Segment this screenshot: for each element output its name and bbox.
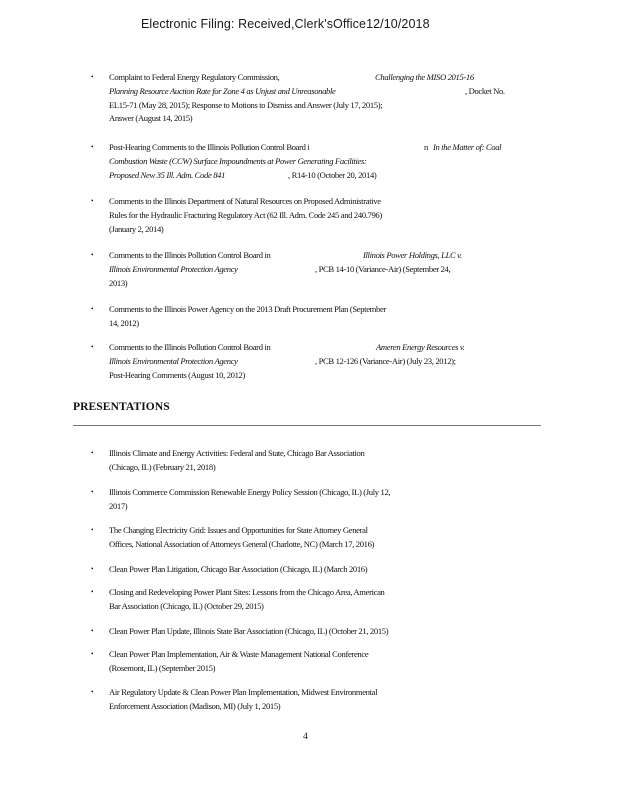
list-item-text [109,686,529,714]
text-line [109,277,529,291]
bullet-icon: • [91,73,94,81]
text-line: Bar Association (Chicago, IL) (October 29, 2015) [109,600,264,611]
text-run: (January 2, 2014) [109,223,164,234]
list-item-text [109,648,529,676]
text-line: Clean Power Plan Update, Illinois State Bar Association (Chicago, IL) (October 21, 2015) [109,626,389,636]
italic-citation: Planning Resource Auction Rate for Zone 4 as Unjust and Unreasonable [109,85,336,96]
italic-citation: Combustion Waste (CCW) Surface Impoundments at Power Generating Facilities: [109,155,367,166]
bullet-icon: • [91,305,94,313]
bullet-icon: • [91,627,94,635]
list-item-text [109,486,529,514]
bullet-icon: • [91,565,94,573]
italic-citation: Illinois Power Holdings, LLC v. [363,250,462,260]
page-number: 4 [303,732,308,742]
list-item-text [109,447,529,475]
text-line [109,317,529,331]
italic-citation: Proposed New 35 Ill. Adm. Code 841 [109,169,226,180]
text-line [109,155,529,169]
text-line [109,263,529,277]
text-line: Illinois Commerce Commission Renewable Energy Policy Session (Chicago, IL) (July 12, [109,487,391,497]
list-item-text [109,141,529,182]
bullet-icon: • [91,488,94,496]
text-run: EL15-71 (May 28, 2015); Response to Motions to Dismiss and Answer (July 17, 2015); [109,99,383,110]
text-line: 2017) [109,500,128,511]
bullet-icon: • [91,143,94,151]
text-line [109,341,529,355]
text-line [109,99,529,113]
italic-citation: In the Matter of: Coal [433,142,502,152]
text-line [109,195,529,209]
list-item-text [109,249,529,290]
text-line: Clean Power Plan Litigation, Chicago Bar Association (Chicago, IL) (March 2016) [109,564,368,574]
list-item-text [109,71,529,126]
text-line: Air Regulatory Update & Clean Power Plan Implementation, Midwest Environmental [109,687,378,697]
text-line [109,223,529,237]
text-run: Comments to the Illinois Pollution Control Board in [109,250,271,260]
text-run: , PCB 12-126 (Variance-Air) (July 23, 2012); [315,355,456,366]
list-item-text [109,195,529,236]
section-divider [73,425,541,426]
text-run: 14, 2012) [109,317,139,328]
list-item-text [109,625,529,639]
text-line [109,85,529,99]
bullet-icon: • [91,449,94,457]
text-run: n [424,142,428,152]
text-line [109,249,529,263]
italic-citation: Illinois Environmental Protection Agency [109,355,238,366]
text-line: (Chicago, IL) (February 21, 2018) [109,461,216,472]
bullet-icon: • [91,526,94,534]
text-run: , PCB 14-10 (Variance-Air) (September 24, [315,263,451,274]
text-run: Comments to the Illinois Power Agency on the 2013 Draft Procurement Plan (September [109,304,386,314]
text-line [109,112,529,126]
presentations-heading: PRESENTATIONS [73,401,170,413]
text-run: Answer (August 14, 2015) [109,113,193,124]
text-run: Post-Hearing Comments (August 10, 2012) [109,369,246,380]
text-run: , R14-10 (October 20, 2014) [288,169,377,180]
text-line: The Changing Electricity Grid: Issues and Opportunities for State Attorney General [109,525,368,535]
list-item-text [109,524,529,552]
list-item-text [109,563,529,577]
text-line: (Rosemont, IL) (September 2015) [109,662,216,673]
bullet-icon: • [91,343,94,351]
text-run: Post-Hearing Comments to the Illinois Pollution Control Board i [109,142,310,152]
italic-citation: Ameren Energy Resources v. [376,342,465,352]
list-item-text [109,303,529,331]
text-line: Offices, National Association of Attorneys General (Charlotte, NC) (March 17, 2016) [109,538,375,549]
text-line: Enforcement Association (Madison, MI) (July 1, 2015) [109,700,281,711]
text-line [109,71,529,85]
text-line: Clean Power Plan Implementation, Air & Waste Management National Conference [109,649,369,659]
text-line [109,303,529,317]
text-line [109,355,529,369]
bullet-icon: • [91,588,94,596]
bullet-icon: • [91,197,94,205]
text-run: Complaint to Federal Energy Regulatory Commission, [109,72,280,82]
text-run: , Docket No. [465,85,505,96]
italic-citation: Illinois Environmental Protection Agency [109,263,238,274]
bullet-icon: • [91,688,94,696]
text-line: Closing and Redeveloping Power Plant Sites: Lessons from the Chicago Area, American [109,587,385,597]
text-line: Illinois Climate and Energy Activities: Federal and State, Chicago Bar Association [109,448,365,458]
text-line [109,141,529,155]
filing-stamp: Electronic Filing: Received,Clerk'sOffice12/10/2018 [141,17,430,31]
text-run: Rules for the Hydraulic Fracturing Regulatory Act (62 Ill. Adm. Code 245 and 240.796) [109,209,382,220]
text-line [109,369,529,383]
text-line [109,209,529,223]
list-item-text [109,586,529,614]
bullet-icon: • [91,251,94,259]
bullet-icon: • [91,650,94,658]
text-line [109,169,529,183]
italic-citation: Challenging the MISO 2015-16 [375,72,474,82]
text-run: 2013) [109,277,128,288]
list-item-text [109,341,529,382]
text-run: Comments to the Illinois Pollution Control Board in [109,342,271,352]
text-run: Comments to the Illinois Department of Natural Resources on Proposed Administrative [109,196,381,206]
